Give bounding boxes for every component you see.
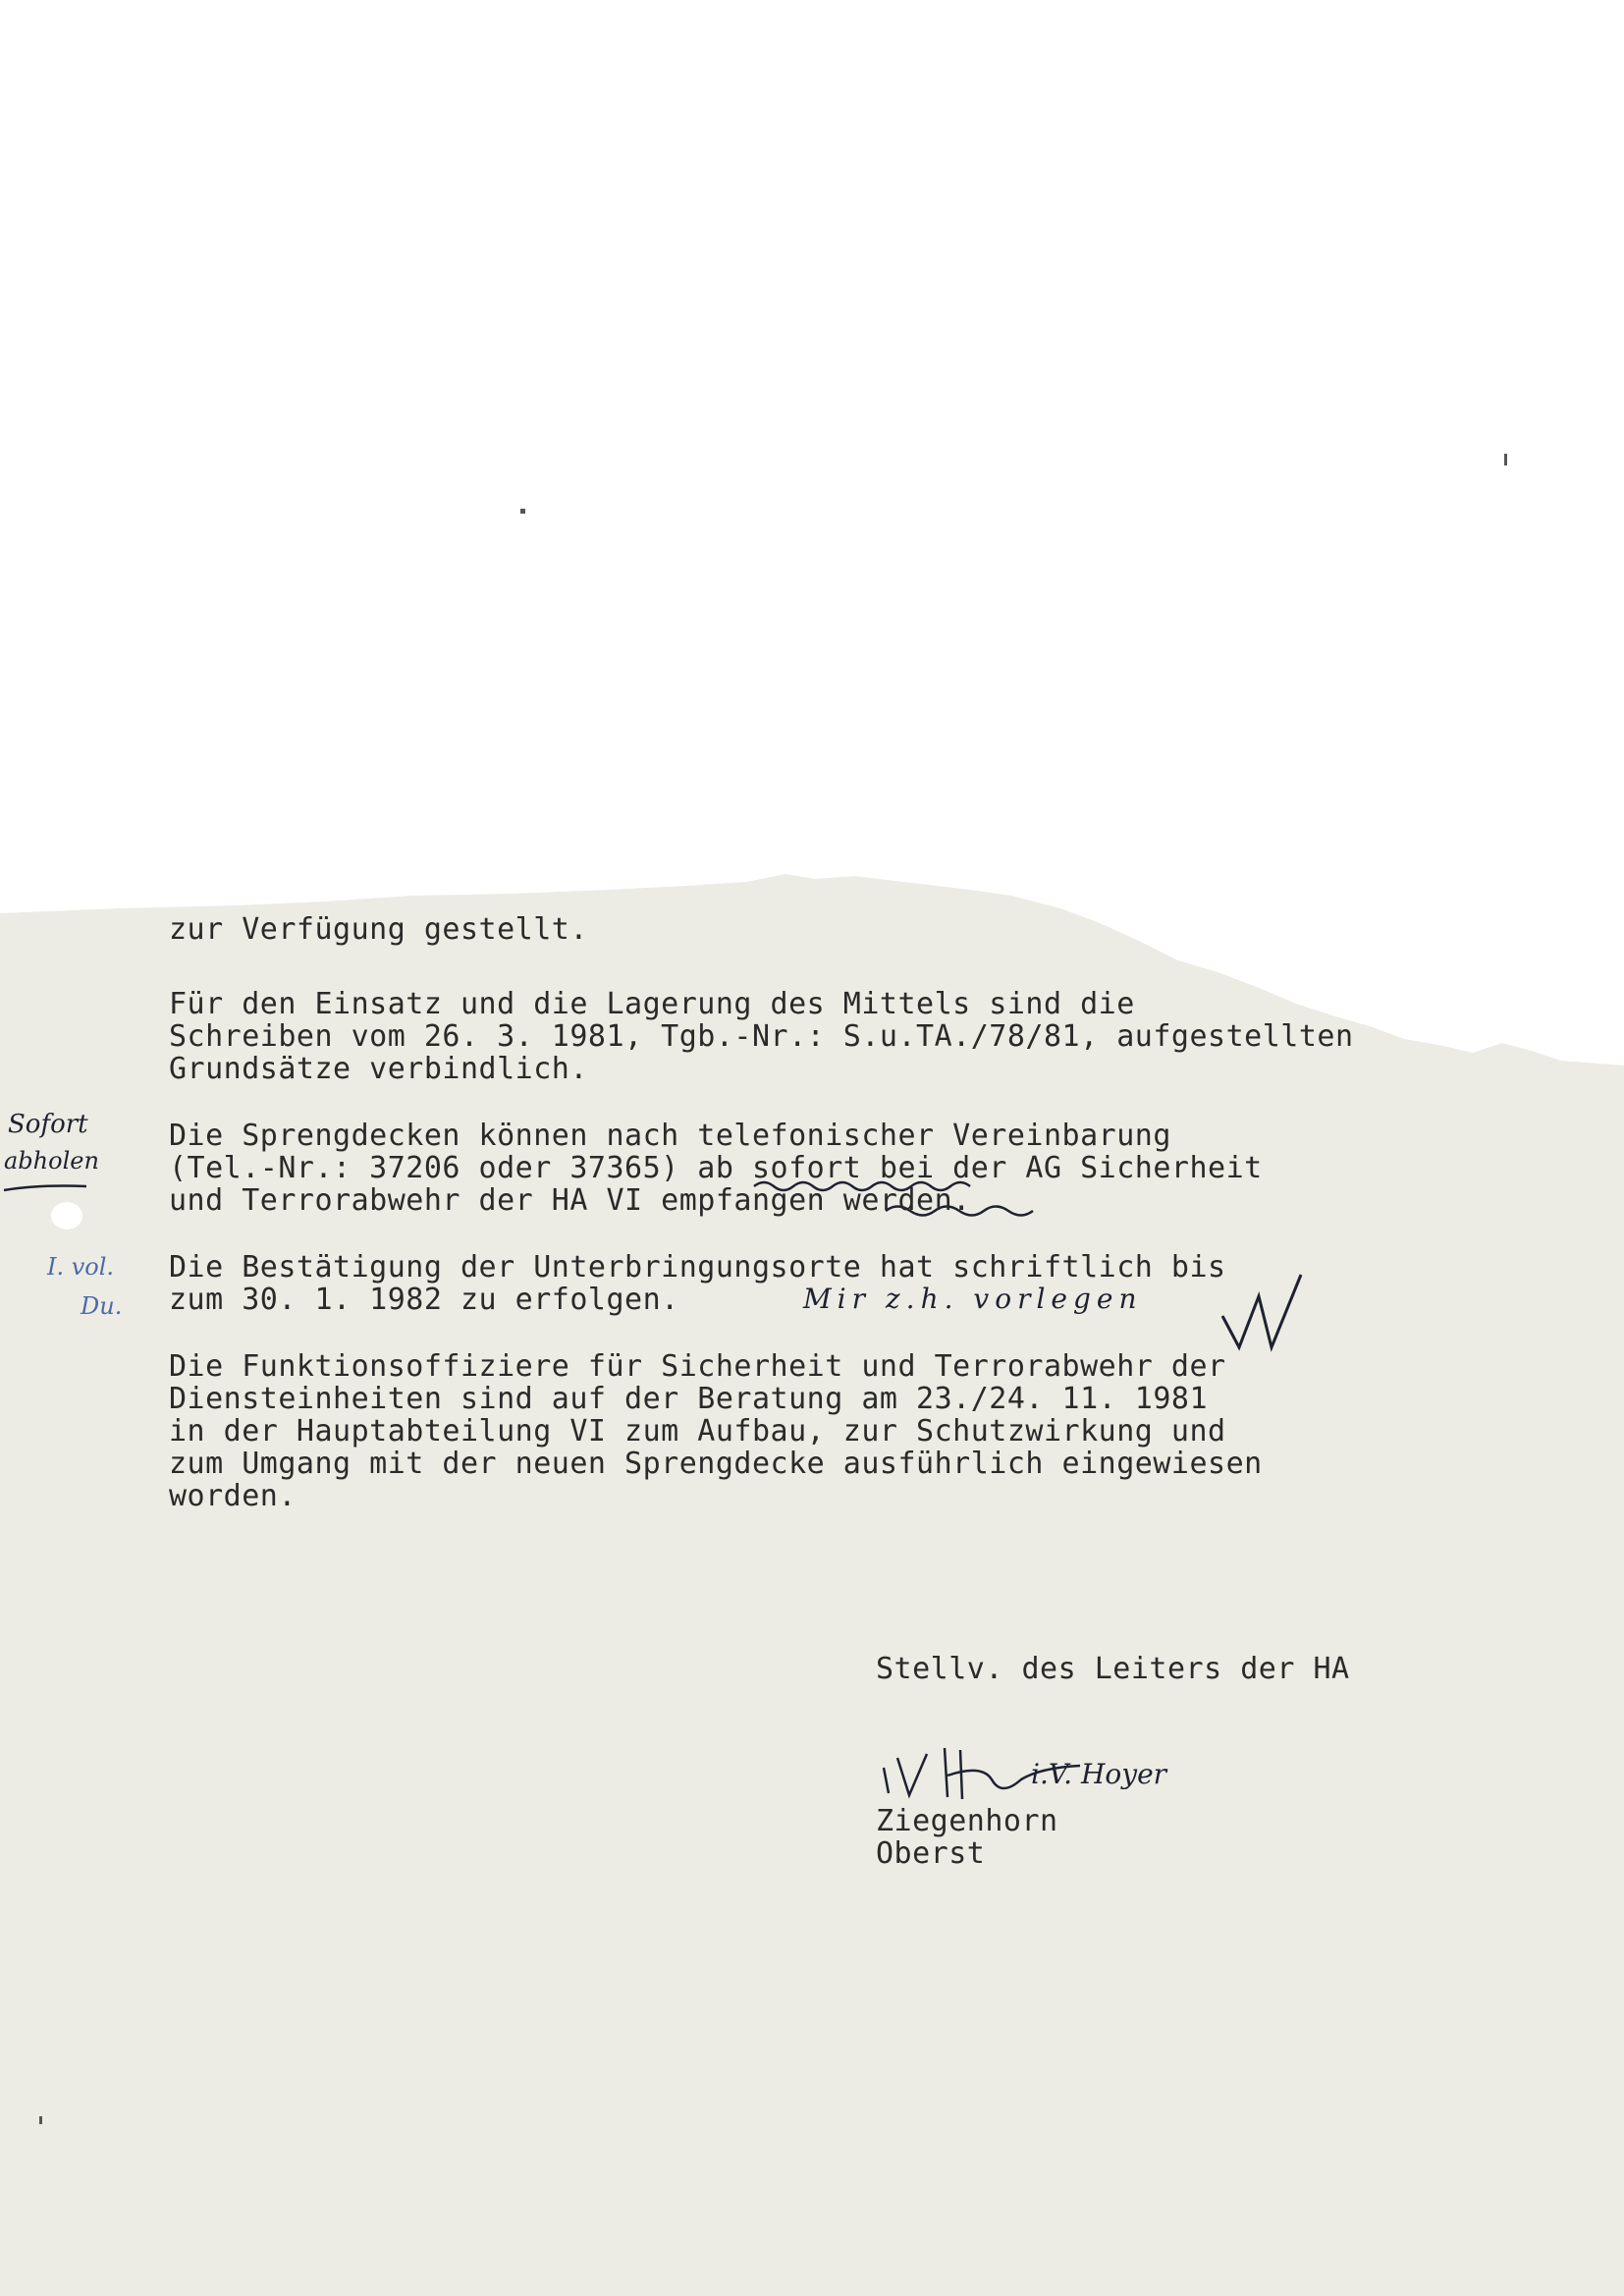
text-line: Für den Einsatz und die Lagerung des Mittels sind die bbox=[169, 987, 1135, 1021]
text-line: Grundsätze verbindlich. bbox=[169, 1052, 588, 1086]
text-line: (Tel.-Nr.: 37206 oder 37365) ab sofort bei der AG Sicherheit bbox=[169, 1151, 1263, 1185]
punch-hole bbox=[51, 1202, 82, 1230]
text-line: Schreiben vom 26. 3. 1981, Tgb.-Nr.: S.u.TA./78/81, aufgestellten bbox=[169, 1019, 1354, 1054]
text-line: Die Funktionsoffiziere für Sicherheit und Terrorabwehr der bbox=[169, 1349, 1226, 1384]
text-line: und Terrorabwehr der HA VI empfangen werden. bbox=[169, 1183, 971, 1218]
scan-speck bbox=[1504, 454, 1507, 465]
signature-title: Stellv. des Leiters der HA bbox=[876, 1652, 1350, 1686]
margin-note-vol: I. vol. bbox=[47, 1253, 115, 1281]
text-line: worden. bbox=[169, 1479, 297, 1513]
text-line: in der Hauptabteilung VI zum Aufbau, zur Schutzwirkung und bbox=[169, 1414, 1226, 1449]
text-line: zum 30. 1. 1982 zu erfolgen. bbox=[169, 1283, 679, 1317]
scan-speck bbox=[520, 509, 525, 514]
margin-note-du: Du. bbox=[81, 1292, 123, 1320]
handwritten-signature: i.V. Hoyer bbox=[1031, 1758, 1167, 1790]
scan-speck bbox=[39, 2116, 42, 2124]
margin-note-sofort: Sofort bbox=[8, 1110, 88, 1139]
signer-rank: Oberst bbox=[876, 1836, 986, 1871]
margin-note-abholen: abholen bbox=[4, 1147, 99, 1175]
text-line: Die Sprengdecken können nach telefonischer Vereinbarung bbox=[169, 1119, 1171, 1153]
text-line: Die Bestätigung der Unterbringungsorte hat schriftlich bis bbox=[169, 1250, 1226, 1285]
signer-name: Ziegenhorn bbox=[876, 1804, 1058, 1838]
text-line: Diensteinheiten sind auf der Beratung am 23./24. 11. 1981 bbox=[169, 1382, 1209, 1416]
inline-handwritten-note: Mir z.h. vorlegen bbox=[803, 1283, 1143, 1315]
text-line: zum Umgang mit der neuen Sprengdecke ausführlich eingewiesen bbox=[169, 1447, 1263, 1481]
text-line: zur Verfügung gestellt. bbox=[169, 912, 588, 947]
